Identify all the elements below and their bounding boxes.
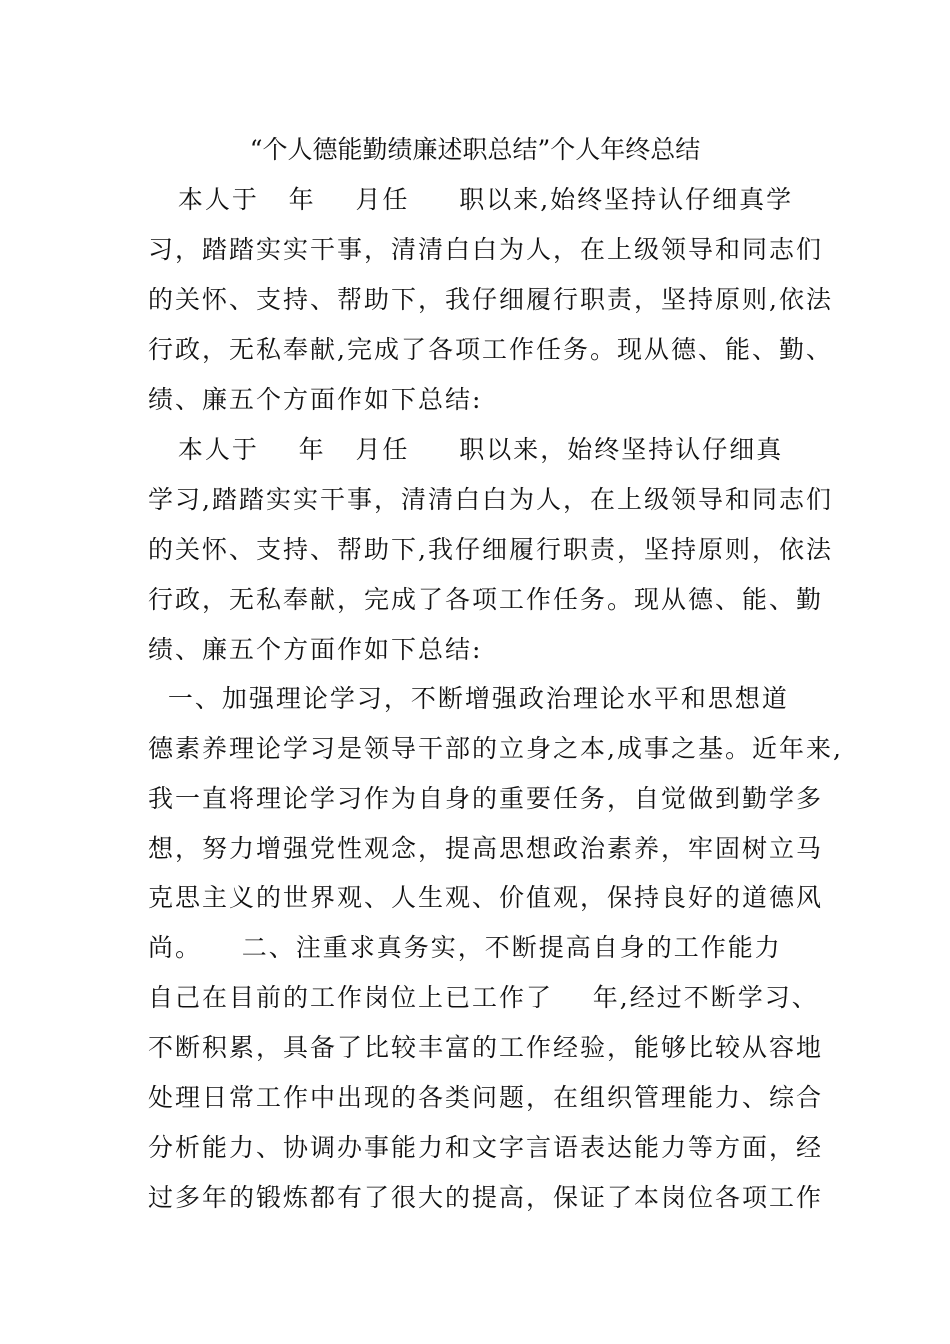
body-line: 德素养理论学习是领导干部的立身之本,成事之基。近年来, xyxy=(148,734,843,763)
body-line: 想，努力增强党性观念，提高思想政治素养，牢固树立马 xyxy=(148,834,824,863)
body-line: 不断积累，具备了比较丰富的工作经验，能够比较从容地 xyxy=(148,1033,824,1062)
body-line: 一、加强理论学习，不断增强政治理论水平和思想道 xyxy=(148,684,789,713)
body-line: 学习,踏踏实实干事，清清白白为人，在上级领导和同志们 xyxy=(148,485,833,514)
body-line: 的关怀、支持、帮助下，我仔细履行职责，坚持原则,依法 xyxy=(148,285,833,314)
body-line: 绩、廉五个方面作如下总结: xyxy=(148,635,483,664)
document-title: “个人德能勤绩廉述职总结”个人年终总结 xyxy=(249,135,701,164)
body-line: 我一直将理论学习作为自身的重要任务，自觉做到勤学多 xyxy=(148,784,824,813)
body-line: 自己在目前的工作岗位上已工作了 年,经过不断学习、 xyxy=(148,983,819,1012)
body-line: 的关怀、支持、帮助下,我仔细履行职责，坚持原则，依法 xyxy=(148,535,833,564)
body-line: 行政，无私奉献，完成了各项工作任务。现从德、能、勤 xyxy=(148,585,824,614)
body-line: 分析能力、协调办事能力和文字言语表达能力等方面，经 xyxy=(148,1133,824,1162)
body-line: 过多年的锻炼都有了很大的提高，保证了本岗位各项工作 xyxy=(148,1183,824,1212)
body-line: 尚。 二、注重求真务实，不断提高自身的工作能力 xyxy=(148,933,782,962)
body-line: 行政，无私奉献,完成了各项工作任务。现从德、能、勤、 xyxy=(148,335,833,364)
body-line: 绩、廉五个方面作如下总结: xyxy=(148,385,483,414)
body-line: 克思主义的世界观、人生观、价值观，保持良好的道德风 xyxy=(148,883,824,912)
body-line: 本人于 年 月任 职以来,始终坚持认仔细真学 xyxy=(148,185,794,214)
body-line: 处理日常工作中出现的各类问题，在组织管理能力、综合 xyxy=(148,1083,824,1112)
body-line: 本人于 年 月任 职以来，始终坚持认仔细真 xyxy=(148,435,784,464)
body-line: 习，踏踏实实干事，清清白白为人，在上级领导和同志们 xyxy=(148,235,824,264)
